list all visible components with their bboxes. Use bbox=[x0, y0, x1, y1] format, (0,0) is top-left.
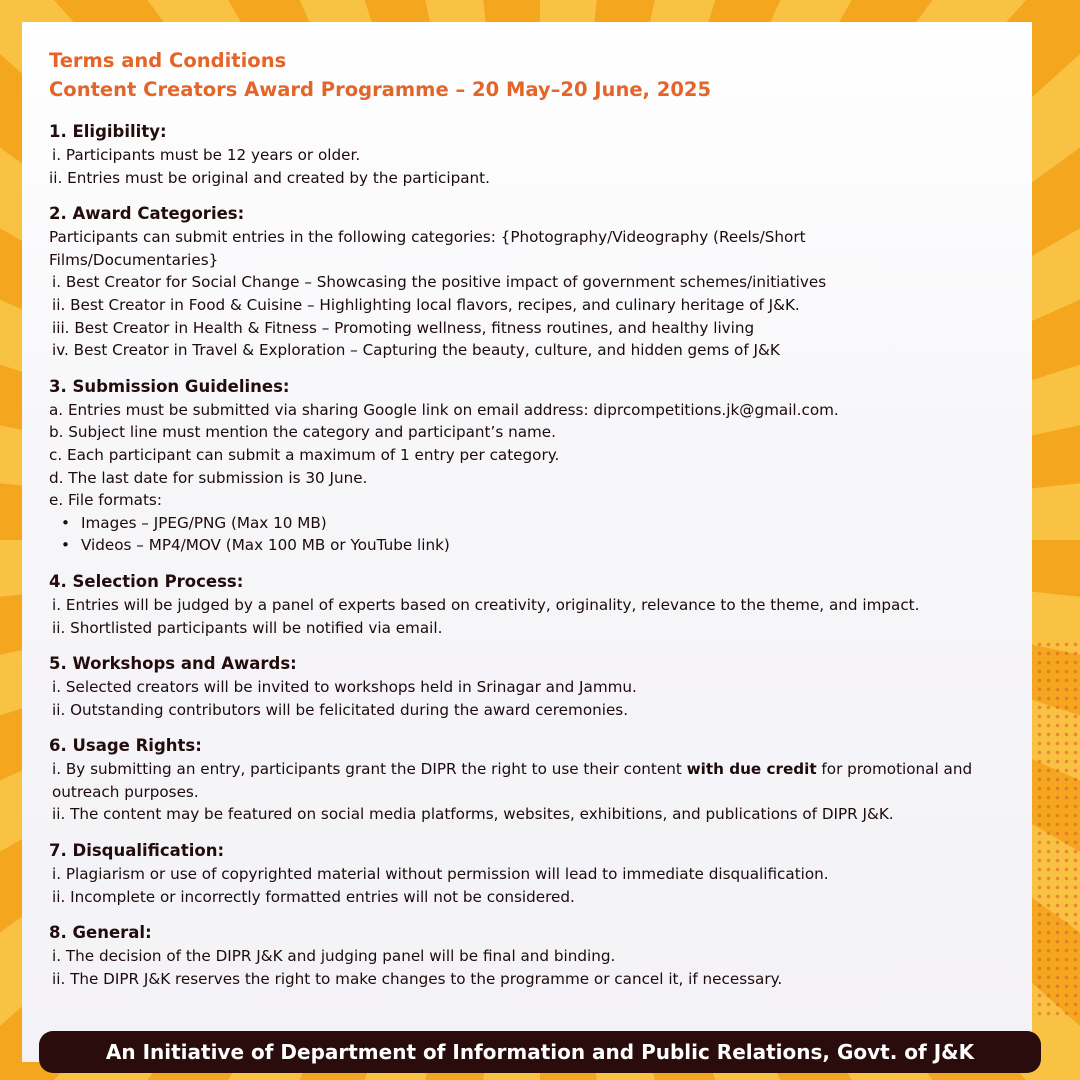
list-item: ii. The content may be featured on social media platforms, websites, exhibitions, and publications of DIPR J&K. bbox=[52, 805, 894, 824]
bullet-item bbox=[49, 534, 1032, 557]
list-item: ii. Shortlisted participants will be notified via email. bbox=[52, 618, 443, 637]
section-heading: 1. Eligibility: bbox=[49, 122, 167, 141]
section-heading: 8. General: bbox=[49, 923, 152, 943]
section-heading: 7. Disqualification: bbox=[49, 841, 225, 861]
list-item: i. Participants must be 12 years or older. bbox=[52, 146, 361, 164]
section-heading: 6. Usage Rights: bbox=[49, 736, 202, 756]
list-item: i. Best Creator for Social Change – Showcasing the positive impact of government schemes/initiatives bbox=[52, 273, 827, 292]
page-title: Terms and Conditions bbox=[49, 49, 287, 72]
list-item: d. The last date for submission is 30 June. bbox=[49, 468, 368, 487]
usage-text-bold: with due credit bbox=[686, 760, 817, 779]
usage-text-post: for promotional and outreach purposes. bbox=[52, 760, 973, 801]
section-submission-guidelines bbox=[49, 375, 1032, 557]
list-item: b. Subject line must mention the category and participant’s name. bbox=[49, 423, 556, 442]
page-subtitle: Content Creators Award Programme – 20 May–20 June, 2025 bbox=[49, 78, 712, 101]
list-item: e. File formats: bbox=[49, 491, 162, 510]
section-heading: 3. Submission Guidelines: bbox=[49, 376, 290, 396]
list-item: ii. Outstanding contributors will be felicitated during the award ceremonies. bbox=[52, 700, 629, 719]
terms-panel bbox=[22, 22, 1032, 1062]
bullet-text: Videos – MP4/MOV (Max 100 MB or YouTube link) bbox=[81, 536, 450, 555]
list-item: ii. Entries must be original and created by the participant. bbox=[49, 168, 490, 187]
categories-intro: Participants can submit entries in the following categories: {Photography/Videography (Reels/Short Films/Documentaries} bbox=[49, 228, 806, 269]
bullet-text: Images – JPEG/PNG (Max 10 MB) bbox=[81, 513, 327, 532]
list-item: iii. Best Creator in Health & Fitness – Promoting wellness, fitness routines, and healthy living bbox=[52, 318, 755, 337]
bullet-icon: • bbox=[61, 513, 70, 532]
list-item: i. Entries will be judged by a panel of experts based on creativity, originality, relevance to the theme, and impact. bbox=[52, 595, 920, 614]
section-usage-rights bbox=[49, 734, 1032, 826]
list-item: ii. Best Creator in Food & Cuisine – Highlighting local flavors, recipes, and culinary heritage of J&K. bbox=[52, 295, 800, 314]
section-eligibility bbox=[49, 120, 1032, 189]
list-item: iv. Best Creator in Travel & Exploration – Capturing the beauty, culture, and hidden gems of J&K bbox=[52, 341, 780, 360]
list-item: a. Entries must be submitted via sharing Google link on email address: diprcompetitions.jk@gmail.com. bbox=[49, 400, 839, 419]
section-workshops-awards bbox=[49, 652, 1032, 721]
list-item: i. Selected creators will be invited to workshops held in Srinagar and Jammu. bbox=[52, 678, 637, 697]
footer-text: An Initiative of Department of Information and Public Relations, Govt. of J&K bbox=[105, 1040, 975, 1064]
list-item bbox=[49, 758, 1027, 803]
section-selection-process bbox=[49, 570, 1032, 639]
list-item: ii. The DIPR J&K reserves the right to make changes to the programme or cancel it, if necessary. bbox=[52, 969, 783, 988]
bullet-icon: • bbox=[61, 536, 70, 555]
list-item: i. The decision of the DIPR J&K and judging panel will be final and binding. bbox=[52, 947, 616, 966]
bullet-item bbox=[49, 512, 1032, 535]
usage-text-pre: i. By submitting an entry, participants grant the DIPR the right to use their content bbox=[52, 760, 687, 779]
footer-banner bbox=[39, 1031, 1041, 1073]
section-disqualification bbox=[49, 839, 1032, 908]
list-item: c. Each participant can submit a maximum of 1 entry per category. bbox=[49, 445, 560, 464]
section-heading: 4. Selection Process: bbox=[49, 571, 244, 591]
section-general bbox=[49, 921, 1032, 990]
section-heading: 5. Workshops and Awards: bbox=[49, 654, 297, 674]
section-award-categories bbox=[49, 202, 1032, 362]
list-item: ii. Incomplete or incorrectly formatted entries will not be considered. bbox=[52, 887, 575, 906]
list-item: i. Plagiarism or use of copyrighted material without permission will lead to immediate disqualification. bbox=[52, 865, 829, 884]
section-heading: 2. Award Categories: bbox=[49, 204, 245, 224]
